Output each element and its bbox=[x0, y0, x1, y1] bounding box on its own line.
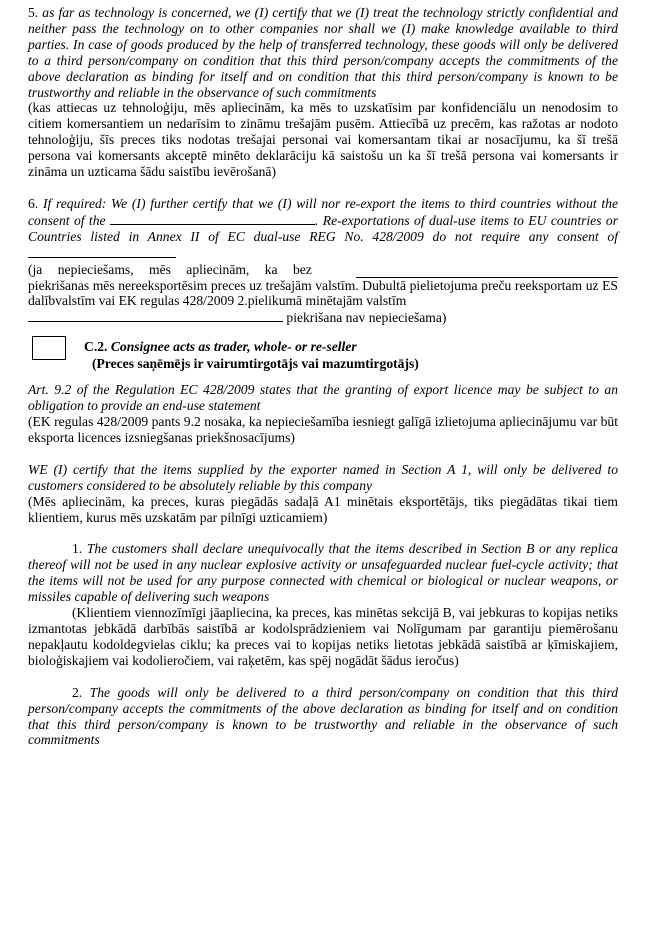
item-6-latvian-start: (ja nepieciešams, mēs apliecinām, ka bez bbox=[28, 261, 312, 277]
latvian-consent-field[interactable] bbox=[356, 265, 618, 278]
item-5-text: as far as technology is concerned, we (I) certify that we (I) treat the technology strictly confidential and neither pass the technology on to other companies nor shall we (I) make knowledge available to third parties. In case of goods produced by the help of transferred technology, these goods will only be delivered to a third person/company on condition that this third person/company accepts the commitments of the above declaration as binding for itself and on condition that this third person/company is known to be trustworthy and reliable in the observance of such commitments bbox=[28, 5, 618, 100]
art-9-2-english: Art. 9.2 of the Regulation EC 428/2009 states that the granting of export licence may be subject to an obligation to provide an end-use statement bbox=[28, 382, 618, 414]
section-c2-title: Consignee acts as trader, whole- or re-seller bbox=[110, 339, 357, 355]
art-9-2-latvian: (EK regulas 428/2009 pants 9.2 nosaka, ka nepieciešamība iesniegt galīgā izlietojuma apliecinājumu var būt eksporta licences izsniegšanas priekšnosacījums) bbox=[28, 414, 618, 445]
section-c2-text bbox=[84, 338, 419, 372]
item-6-latvian-line1 bbox=[28, 262, 618, 278]
sub-item-1-latvian-text: (Klientiem viennozīmīgi jāapliecina, ka preces, kas minētas sekcijā B, vai jebkuras to kopijas netiks izmantotas jebkādā darbībās saistībā ar kodolsprādzieniem vai Nolīgumam par garantiju piemērošanu nepakļautu kodoldegvielas ciklu; ka preces vai to kopijas netiks lietotas jebkādā saistībā ar ķīmiskajiem, bioloģiskajiem vai kodolieročiem, vai raķetēm, kas spēj nogādāt šādus ieročus) bbox=[28, 605, 618, 668]
sub-item-1-latvian bbox=[28, 605, 618, 669]
we-certify-english: WE (I) certify that the items supplied by the exporter named in Section A 1, will only be delivered to customers considered to be absolutely reliable by this company bbox=[28, 461, 618, 493]
sub-item-2-text: The goods will only be delivered to a third person/company on condition that this third person/company accepts the commitments of the above declaration as binding for itself and on condition that this third person/company is known to be trustworthy and reliable in the observance of such commitments bbox=[28, 684, 618, 748]
consent-of-field[interactable] bbox=[28, 245, 176, 258]
item-5-latvian: (kas attiecas uz tehnoloģiju, mēs apliecinām, ka mēs to uzskatīsim par konfidenciālu un nenodosim to citiem komersantiem un nedarīsim to zināmu trešajām pusēm. Attiecībā uz precēm, kas ražotas ar nodoto tehnoloģiju, šīs preces tiks nodotas trešajai personai vai komersantam tikai ar nosacījumu, ka šī trešā persona vai komersants akceptē minēto deklarāciju kā saistošu un ka šī trešā persona vai komersants ir zināma un uzticama šādu saistību ievērošanā) bbox=[28, 100, 618, 180]
item-6-latvian-body bbox=[28, 278, 618, 310]
item-6-latvian-text: piekrišanas mēs nereeksportēsim preces uz trešajām valstīm. Dubultā pielietojuma preču reeksportam uz ES dalībvalstīm vai EK regulas 428/2009 2.pielikumā minētajām valstīm bbox=[28, 277, 618, 309]
item-5-number: 5. bbox=[28, 5, 39, 20]
we-certify-latvian: (Mēs apliecinām, ka preces, kuras piegādās sadaļā A1 minētais eksportētājs, tiks piegādātas tikai tiem klientiem, kurus mēs uzskatām par pilnīgi uzticamiem) bbox=[28, 493, 618, 525]
sub-item-2-number: 2. bbox=[72, 684, 83, 700]
item-5-english bbox=[28, 5, 618, 100]
sub-item-1-number: 1. bbox=[72, 541, 83, 557]
item-6-english bbox=[28, 196, 618, 262]
sub-item-2-english bbox=[28, 685, 618, 749]
sub-item-1-english bbox=[28, 541, 618, 605]
item-6-latvian-end: piekrišana nav nepieciešama) bbox=[286, 310, 447, 326]
item-6-latvian-end-line bbox=[28, 309, 618, 326]
consent-authority-field[interactable] bbox=[110, 212, 315, 225]
item-6-text-part2: . Re-exportations of dual-use items to EU countries or Countries listed in Annex II of EC dual-use REG No. 428/2009 do not require any consent of bbox=[28, 212, 618, 244]
section-c2-checkbox[interactable] bbox=[32, 336, 66, 360]
document-page bbox=[28, 5, 618, 748]
section-c2-header bbox=[28, 338, 618, 372]
sub-item-1-text: The customers shall declare unequivocally that the items described in Section B or any replica thereof will not be used in any nuclear explosive activity or unsafeguarded nuclear fuel-cycle activity; that the items will not be used for any purpose connected with chemical or biological or nuclear weapons, or missiles capable of delivering such weapons bbox=[28, 541, 619, 605]
item-6-text-part1: If required: We (I) further certify that we (I) will nor re-export the items to third countries without the consent of the bbox=[28, 195, 618, 228]
section-c2-label: C.2. bbox=[84, 339, 108, 355]
section-c2-subtitle: (Preces saņēmējs ir vairumtirgotājs vai mazumtirgotājs) bbox=[92, 356, 419, 372]
item-6-number: 6. bbox=[28, 195, 39, 211]
latvian-consent-of-field[interactable] bbox=[28, 309, 283, 322]
